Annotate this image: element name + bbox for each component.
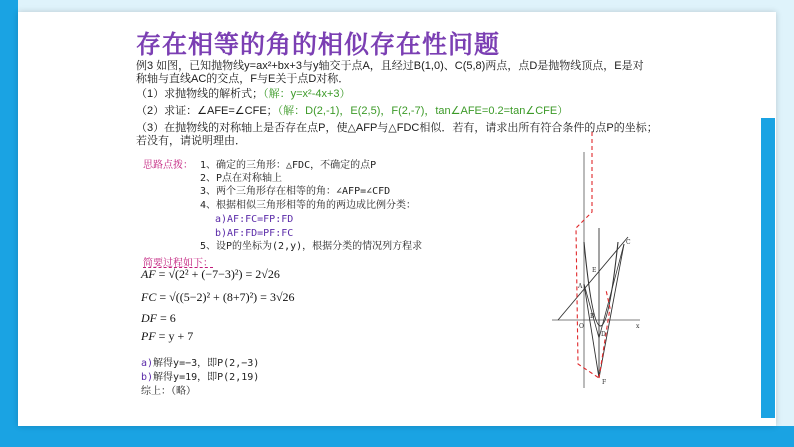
solution-a-text: 解得y=−3，即P(2,−3) (153, 358, 260, 369)
formula-af-rhs: = √(2² + (−7−3)²) = 2√26 (158, 267, 280, 281)
question-part-3-line-1: （3）在抛物线的对称轴上是否存在点P，使△AFP与△FDC相似．若有，请求出所有符合条件的点P的坐标； (136, 122, 658, 134)
formula-df-lhs: DF (141, 311, 157, 325)
formula-df (141, 311, 176, 326)
label-f: F (602, 379, 607, 386)
formula-af-lhs: AF (141, 267, 156, 281)
question-line-2: 称轴与直线AC的交点，F与E关于点D对称． (136, 73, 350, 85)
question-part-1 (136, 88, 351, 101)
hint-4: 4、根据相似三角形相等的角的两边成比例分类： (200, 200, 417, 211)
formula-pf-lhs: PF (141, 329, 156, 343)
part2-answer: （解：D(2,-1)，E(2,5)，F(2,-7)，tan∠AFE=0.2=tan∠CFE） (277, 105, 569, 117)
bottom-frame (0, 426, 794, 447)
label-x: x (636, 323, 640, 330)
solution-b (141, 368, 259, 383)
formula-fc-rhs: = √((5−2)² + (8+7)²) = 3√26 (159, 290, 295, 304)
label-c: C (626, 239, 631, 246)
label-e: E (592, 267, 597, 274)
hint-5: 5、设P的坐标为(2,y)，根据分类的情况列方程求 (200, 241, 423, 252)
process-label: 简要过程如下： (143, 258, 213, 269)
right-frame (776, 0, 794, 447)
hint-4b: b)AF:FD=PF:FC (215, 228, 294, 239)
dashed-path-left (576, 132, 599, 378)
part2-text: （2）求证：∠AFE=∠CFE； (136, 105, 278, 117)
solution-a-label: a) (141, 358, 154, 369)
label-b: B (590, 313, 595, 320)
top-frame (0, 0, 794, 12)
slide-panel (18, 12, 776, 426)
solution-a (141, 354, 259, 369)
hint-4a: a)AF:FC=FP:FD (215, 214, 294, 225)
solution-b-text: 解得y=19，即P(2,19) (153, 372, 260, 383)
formula-pf-rhs: = y + 7 (158, 329, 194, 343)
slide-title: 存在相等的角的相似存在性问题 (136, 31, 501, 59)
solution-summary: 综上：（略） (141, 386, 196, 397)
hint-1: 1、确定的三角形：△FDC，不确定的点P (200, 160, 377, 171)
hint-label: 思路点拨： (143, 160, 193, 171)
formula-df-rhs: = 6 (160, 311, 176, 325)
formula-fc-lhs: FC (141, 290, 157, 304)
formula-fc (141, 290, 295, 305)
label-d: D (601, 331, 606, 338)
line-dc (599, 244, 624, 338)
line-fc (599, 244, 624, 378)
parabola-figure (548, 132, 648, 392)
hint-2: 2、P点在对称轴上 (200, 173, 283, 184)
formula-pf (141, 329, 193, 344)
part1-text: （1）求抛物线的解析式； (136, 88, 264, 100)
question-line-1: 例3 如图，已知抛物线y=ax²+bx+3与y轴交于点A，且经过B(1,0)、C(5,8)两点，点D是抛物线顶点，E是对 (136, 60, 644, 72)
part1-answer: （解：y=x²-4x+3） (263, 88, 351, 100)
hint-3: 3、两个三角形存在相等的角：∠AFP=∠CFD (200, 186, 391, 197)
label-a: A (578, 283, 583, 290)
side-accent-bar (761, 118, 775, 418)
label-o: O (579, 323, 584, 330)
formula-af (141, 267, 280, 282)
solution-b-label: b) (141, 372, 154, 383)
question-part-3-line-2: 若没有，请说明理由． (136, 135, 246, 147)
left-frame (0, 0, 18, 447)
question-part-2 (136, 105, 568, 118)
